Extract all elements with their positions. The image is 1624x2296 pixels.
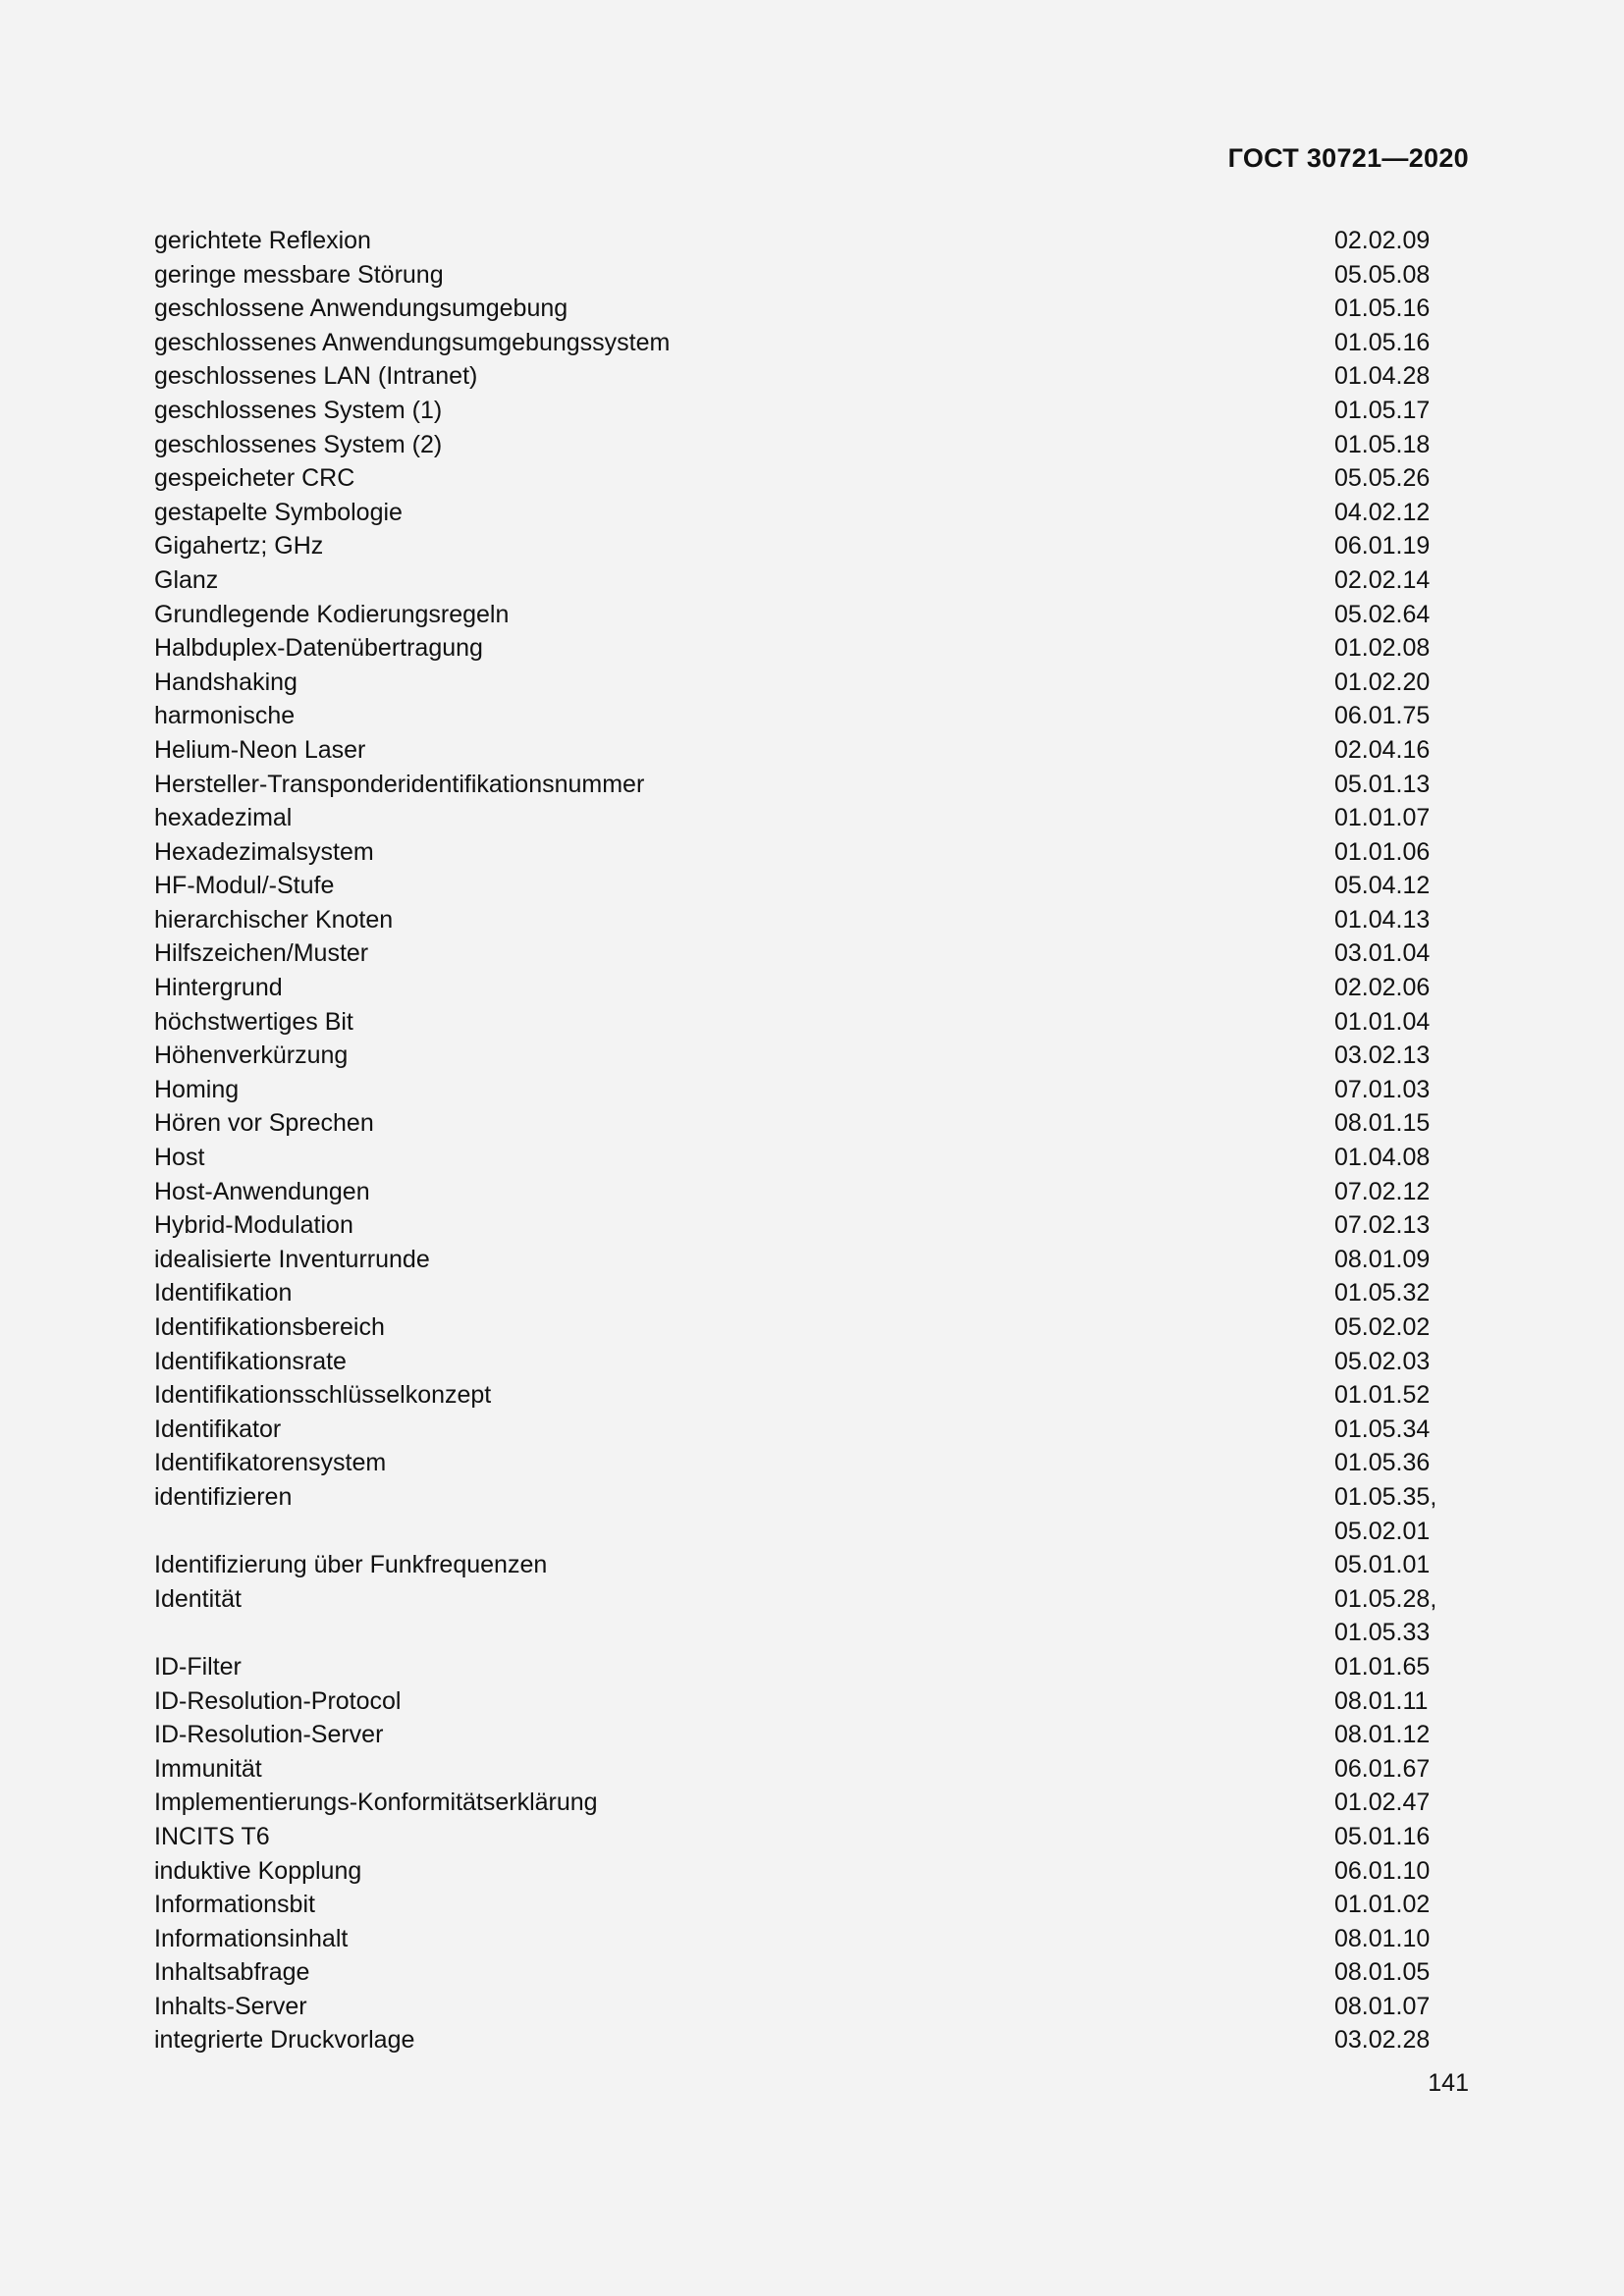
index-entry (154, 1922, 1470, 1956)
index-code: 04.02.12 (1334, 498, 1431, 526)
index-code: 08.01.10 (1334, 1924, 1431, 1952)
index-entry (154, 1480, 1470, 1548)
index-entry (154, 1820, 1470, 1854)
index-code: 02.02.06 (1334, 974, 1431, 1002)
index-code: 08.01.05 (1334, 1958, 1431, 1987)
index-entry (154, 1650, 1470, 1684)
index-entry (154, 563, 1470, 598)
index-code: 05.01.01 (1334, 1551, 1431, 1579)
index-code: 01.05.18 (1334, 430, 1431, 458)
index-entry (154, 1582, 1470, 1650)
index-code: 01.01.02 (1334, 1891, 1431, 1919)
index-term: integrierte Druckvorlage (154, 2026, 415, 2055)
index-code: 07.02.12 (1334, 1177, 1431, 1205)
index-entry (154, 1786, 1470, 1820)
index-codes (1334, 835, 1470, 870)
index-codes (1334, 1480, 1470, 1548)
index-entry (154, 1854, 1470, 1889)
index-code: 05.02.64 (1334, 600, 1431, 628)
index-codes (1334, 1005, 1470, 1040)
index-entry (154, 631, 1470, 666)
index-code: 05.02.03 (1334, 1347, 1431, 1375)
index-code: 08.01.09 (1334, 1245, 1431, 1273)
index-codes (1334, 428, 1470, 462)
index-code: 01.05.36 (1334, 1449, 1431, 1477)
index-entry (154, 903, 1470, 937)
index-term: gespeicheter CRC (154, 464, 355, 493)
index-term: geschlossenes Anwendungsumgebungssystem (154, 328, 671, 356)
index-code: 01.05.33 (1334, 1619, 1431, 1647)
index-codes (1334, 258, 1470, 293)
index-entry (154, 428, 1470, 462)
index-code: 05.02.02 (1334, 1313, 1431, 1341)
index-entry (154, 1684, 1470, 1719)
index-term: geschlossenes System (2) (154, 430, 443, 458)
document-id: ГОСТ 30721—2020 (1227, 143, 1469, 173)
index-codes (1334, 1413, 1470, 1447)
index-code: 01.04.28 (1334, 362, 1431, 391)
index-term: Immunität (154, 1754, 262, 1783)
term-index-list (154, 224, 1470, 2057)
index-codes (1334, 1243, 1470, 1277)
index-term: Hexadezimalsystem (154, 837, 374, 866)
index-entry (154, 1106, 1470, 1141)
index-codes (1334, 496, 1470, 530)
index-codes (1334, 1955, 1470, 1990)
index-codes (1334, 733, 1470, 768)
index-codes (1334, 1922, 1470, 1956)
index-code: 05.04.12 (1334, 872, 1431, 900)
index-codes (1334, 1141, 1470, 1175)
index-term: geringe messbare Störung (154, 260, 444, 289)
index-code: 06.01.67 (1334, 1754, 1431, 1783)
index-entry (154, 224, 1470, 258)
index-term: Hilfszeichen/Muster (154, 939, 369, 968)
index-entry (154, 1276, 1470, 1310)
index-entry (154, 733, 1470, 768)
index-code: 01.04.13 (1334, 905, 1431, 934)
index-term: HF-Modul/-Stufe (154, 872, 335, 900)
index-entry (154, 2023, 1470, 2057)
index-entry (154, 1718, 1470, 1752)
index-code: 06.01.75 (1334, 702, 1431, 730)
index-code: 01.05.17 (1334, 396, 1431, 424)
index-entry (154, 1990, 1470, 2024)
index-codes (1334, 1684, 1470, 1719)
index-entry (154, 258, 1470, 293)
index-entry (154, 869, 1470, 903)
index-codes (1334, 326, 1470, 360)
index-codes (1334, 563, 1470, 598)
index-term: Identität (154, 1584, 242, 1613)
index-term: Host (154, 1144, 205, 1172)
index-codes (1334, 359, 1470, 394)
index-term: Hybrid-Modulation (154, 1211, 353, 1240)
index-entry (154, 1888, 1470, 1922)
index-codes (1334, 971, 1470, 1005)
index-entry (154, 971, 1470, 1005)
index-entry (154, 1310, 1470, 1345)
index-entry (154, 1208, 1470, 1243)
index-entry (154, 835, 1470, 870)
index-term: höchstwertiges Bit (154, 1007, 353, 1036)
index-entry (154, 1345, 1470, 1379)
index-codes (1334, 1854, 1470, 1889)
index-entry (154, 1752, 1470, 1787)
index-code: 01.05.32 (1334, 1279, 1431, 1308)
index-code: 05.01.13 (1334, 770, 1431, 798)
index-codes (1334, 1378, 1470, 1413)
index-codes (1334, 1446, 1470, 1480)
index-entry (154, 496, 1470, 530)
index-codes (1334, 1990, 1470, 2024)
index-codes (1334, 1345, 1470, 1379)
index-code: 01.02.08 (1334, 634, 1431, 663)
index-term: ID-Resolution-Server (154, 1721, 384, 1749)
index-entry (154, 1413, 1470, 1447)
index-entry (154, 292, 1470, 326)
index-term: Identifikationsrate (154, 1347, 347, 1375)
index-term: ID-Resolution-Protocol (154, 1686, 402, 1715)
index-term: geschlossenes LAN (Intranet) (154, 362, 478, 391)
index-term: ID-Filter (154, 1652, 242, 1681)
index-entry (154, 529, 1470, 563)
index-code: 01.05.34 (1334, 1415, 1431, 1443)
index-term: INCITS T6 (154, 1822, 270, 1850)
index-term: geschlossene Anwendungsumgebung (154, 294, 568, 323)
index-code: 01.02.20 (1334, 667, 1431, 696)
index-entry (154, 1548, 1470, 1582)
index-code: 08.01.11 (1334, 1686, 1429, 1715)
index-code: 05.02.01 (1334, 1517, 1431, 1545)
index-term: Inhaltsabfrage (154, 1958, 310, 1987)
index-entry (154, 1005, 1470, 1040)
index-entry (154, 1955, 1470, 1990)
index-entry (154, 1039, 1470, 1073)
index-term: Glanz (154, 565, 219, 594)
index-code: 08.01.12 (1334, 1721, 1431, 1749)
index-code: 01.05.35, (1334, 1482, 1437, 1511)
index-codes (1334, 1752, 1470, 1787)
index-code: 05.05.26 (1334, 464, 1431, 493)
index-codes (1334, 699, 1470, 733)
index-codes (1334, 1208, 1470, 1243)
index-codes (1334, 1175, 1470, 1209)
index-codes (1334, 936, 1470, 971)
index-codes (1334, 1310, 1470, 1345)
index-codes (1334, 1548, 1470, 1582)
index-code: 06.01.10 (1334, 1856, 1431, 1885)
index-code: 01.01.06 (1334, 837, 1431, 866)
index-codes (1334, 631, 1470, 666)
index-codes (1334, 394, 1470, 428)
index-term: Inhalts-Server (154, 1992, 307, 2020)
index-code: 08.01.07 (1334, 1992, 1431, 2020)
index-code: 07.02.13 (1334, 1211, 1431, 1240)
index-codes (1334, 1106, 1470, 1141)
index-entry (154, 598, 1470, 632)
index-entry (154, 936, 1470, 971)
index-code: 01.05.16 (1334, 328, 1431, 356)
index-code: 02.02.09 (1334, 227, 1431, 254)
index-entry (154, 1141, 1470, 1175)
index-codes (1334, 768, 1470, 802)
index-term: Identifikator (154, 1415, 282, 1443)
index-term: Helium-Neon Laser (154, 735, 366, 764)
index-term: hierarchischer Knoten (154, 905, 394, 934)
index-code: 01.01.07 (1334, 804, 1431, 832)
index-term: Informationsbit (154, 1891, 315, 1919)
index-code: 06.01.19 (1334, 532, 1431, 561)
index-term: hexadezimal (154, 804, 293, 832)
index-term: Handshaking (154, 667, 298, 696)
index-codes (1334, 1820, 1470, 1854)
index-entry (154, 359, 1470, 394)
index-term: Hersteller-Transponderidentifikationsnummer (154, 770, 645, 798)
index-entry (154, 699, 1470, 733)
index-codes (1334, 292, 1470, 326)
index-codes (1334, 529, 1470, 563)
index-term: Hören vor Sprechen (154, 1109, 374, 1138)
index-term: Halbduplex-Datenübertragung (154, 634, 483, 663)
index-code: 08.01.15 (1334, 1109, 1431, 1138)
index-term: gestapelte Symbologie (154, 498, 403, 526)
index-term: Identifikationsbereich (154, 1313, 385, 1341)
index-entry (154, 461, 1470, 496)
index-entry (154, 326, 1470, 360)
index-term: gerichtete Reflexion (154, 227, 371, 254)
index-codes (1334, 801, 1470, 835)
index-codes (1334, 1582, 1470, 1650)
index-entry (154, 1243, 1470, 1277)
index-term: Identifikation (154, 1279, 293, 1308)
index-term: identifizieren (154, 1482, 293, 1511)
index-codes (1334, 224, 1470, 258)
index-term: Gigahertz; GHz (154, 532, 324, 561)
index-codes (1334, 1039, 1470, 1073)
index-codes (1334, 1073, 1470, 1107)
index-code: 01.01.04 (1334, 1007, 1431, 1036)
index-term: Informationsinhalt (154, 1924, 349, 1952)
index-term: Höhenverkürzung (154, 1041, 349, 1070)
index-code: 01.04.08 (1334, 1144, 1431, 1172)
index-term: Grundlegende Kodierungsregeln (154, 600, 510, 628)
index-codes (1334, 1650, 1470, 1684)
index-code: 07.01.03 (1334, 1075, 1431, 1103)
index-code: 02.04.16 (1334, 735, 1431, 764)
index-entry (154, 666, 1470, 700)
index-code: 02.02.14 (1334, 565, 1431, 594)
index-code: 03.02.28 (1334, 2026, 1431, 2055)
index-term: Hintergrund (154, 974, 283, 1002)
index-term: Host-Anwendungen (154, 1177, 370, 1205)
index-codes (1334, 2023, 1470, 2057)
index-term: Homing (154, 1075, 240, 1103)
index-term: Identifizierung über Funkfrequenzen (154, 1551, 548, 1579)
index-term: Implementierungs-Konformitätserklärung (154, 1789, 598, 1817)
index-term: Identifikationsschlüsselkonzept (154, 1381, 492, 1410)
index-entry (154, 394, 1470, 428)
index-entry (154, 1073, 1470, 1107)
index-code: 03.01.04 (1334, 939, 1431, 968)
index-codes (1334, 1276, 1470, 1310)
index-codes (1334, 869, 1470, 903)
index-codes (1334, 1786, 1470, 1820)
index-codes (1334, 1888, 1470, 1922)
index-term: Identifikatorensystem (154, 1449, 387, 1477)
index-code: 01.05.16 (1334, 294, 1431, 323)
index-code: 03.02.13 (1334, 1041, 1431, 1070)
index-term: idealisierte Inventurrunde (154, 1245, 430, 1273)
index-code: 01.01.65 (1334, 1652, 1431, 1681)
index-entry (154, 1378, 1470, 1413)
index-codes (1334, 666, 1470, 700)
index-term: induktive Kopplung (154, 1856, 362, 1885)
index-codes (1334, 461, 1470, 496)
index-entry (154, 1175, 1470, 1209)
index-code: 01.02.47 (1334, 1789, 1431, 1817)
index-codes (1334, 1718, 1470, 1752)
index-code: 05.01.16 (1334, 1822, 1431, 1850)
index-entry (154, 1446, 1470, 1480)
index-codes (1334, 598, 1470, 632)
index-term: harmonische (154, 702, 296, 730)
index-entry (154, 768, 1470, 802)
index-code: 05.05.08 (1334, 260, 1431, 289)
page-number: 141 (1428, 2069, 1469, 2097)
index-codes (1334, 903, 1470, 937)
index-code: 01.05.28, (1334, 1584, 1437, 1613)
index-term: geschlossenes System (1) (154, 396, 443, 424)
index-code: 01.01.52 (1334, 1381, 1431, 1410)
index-entry (154, 801, 1470, 835)
